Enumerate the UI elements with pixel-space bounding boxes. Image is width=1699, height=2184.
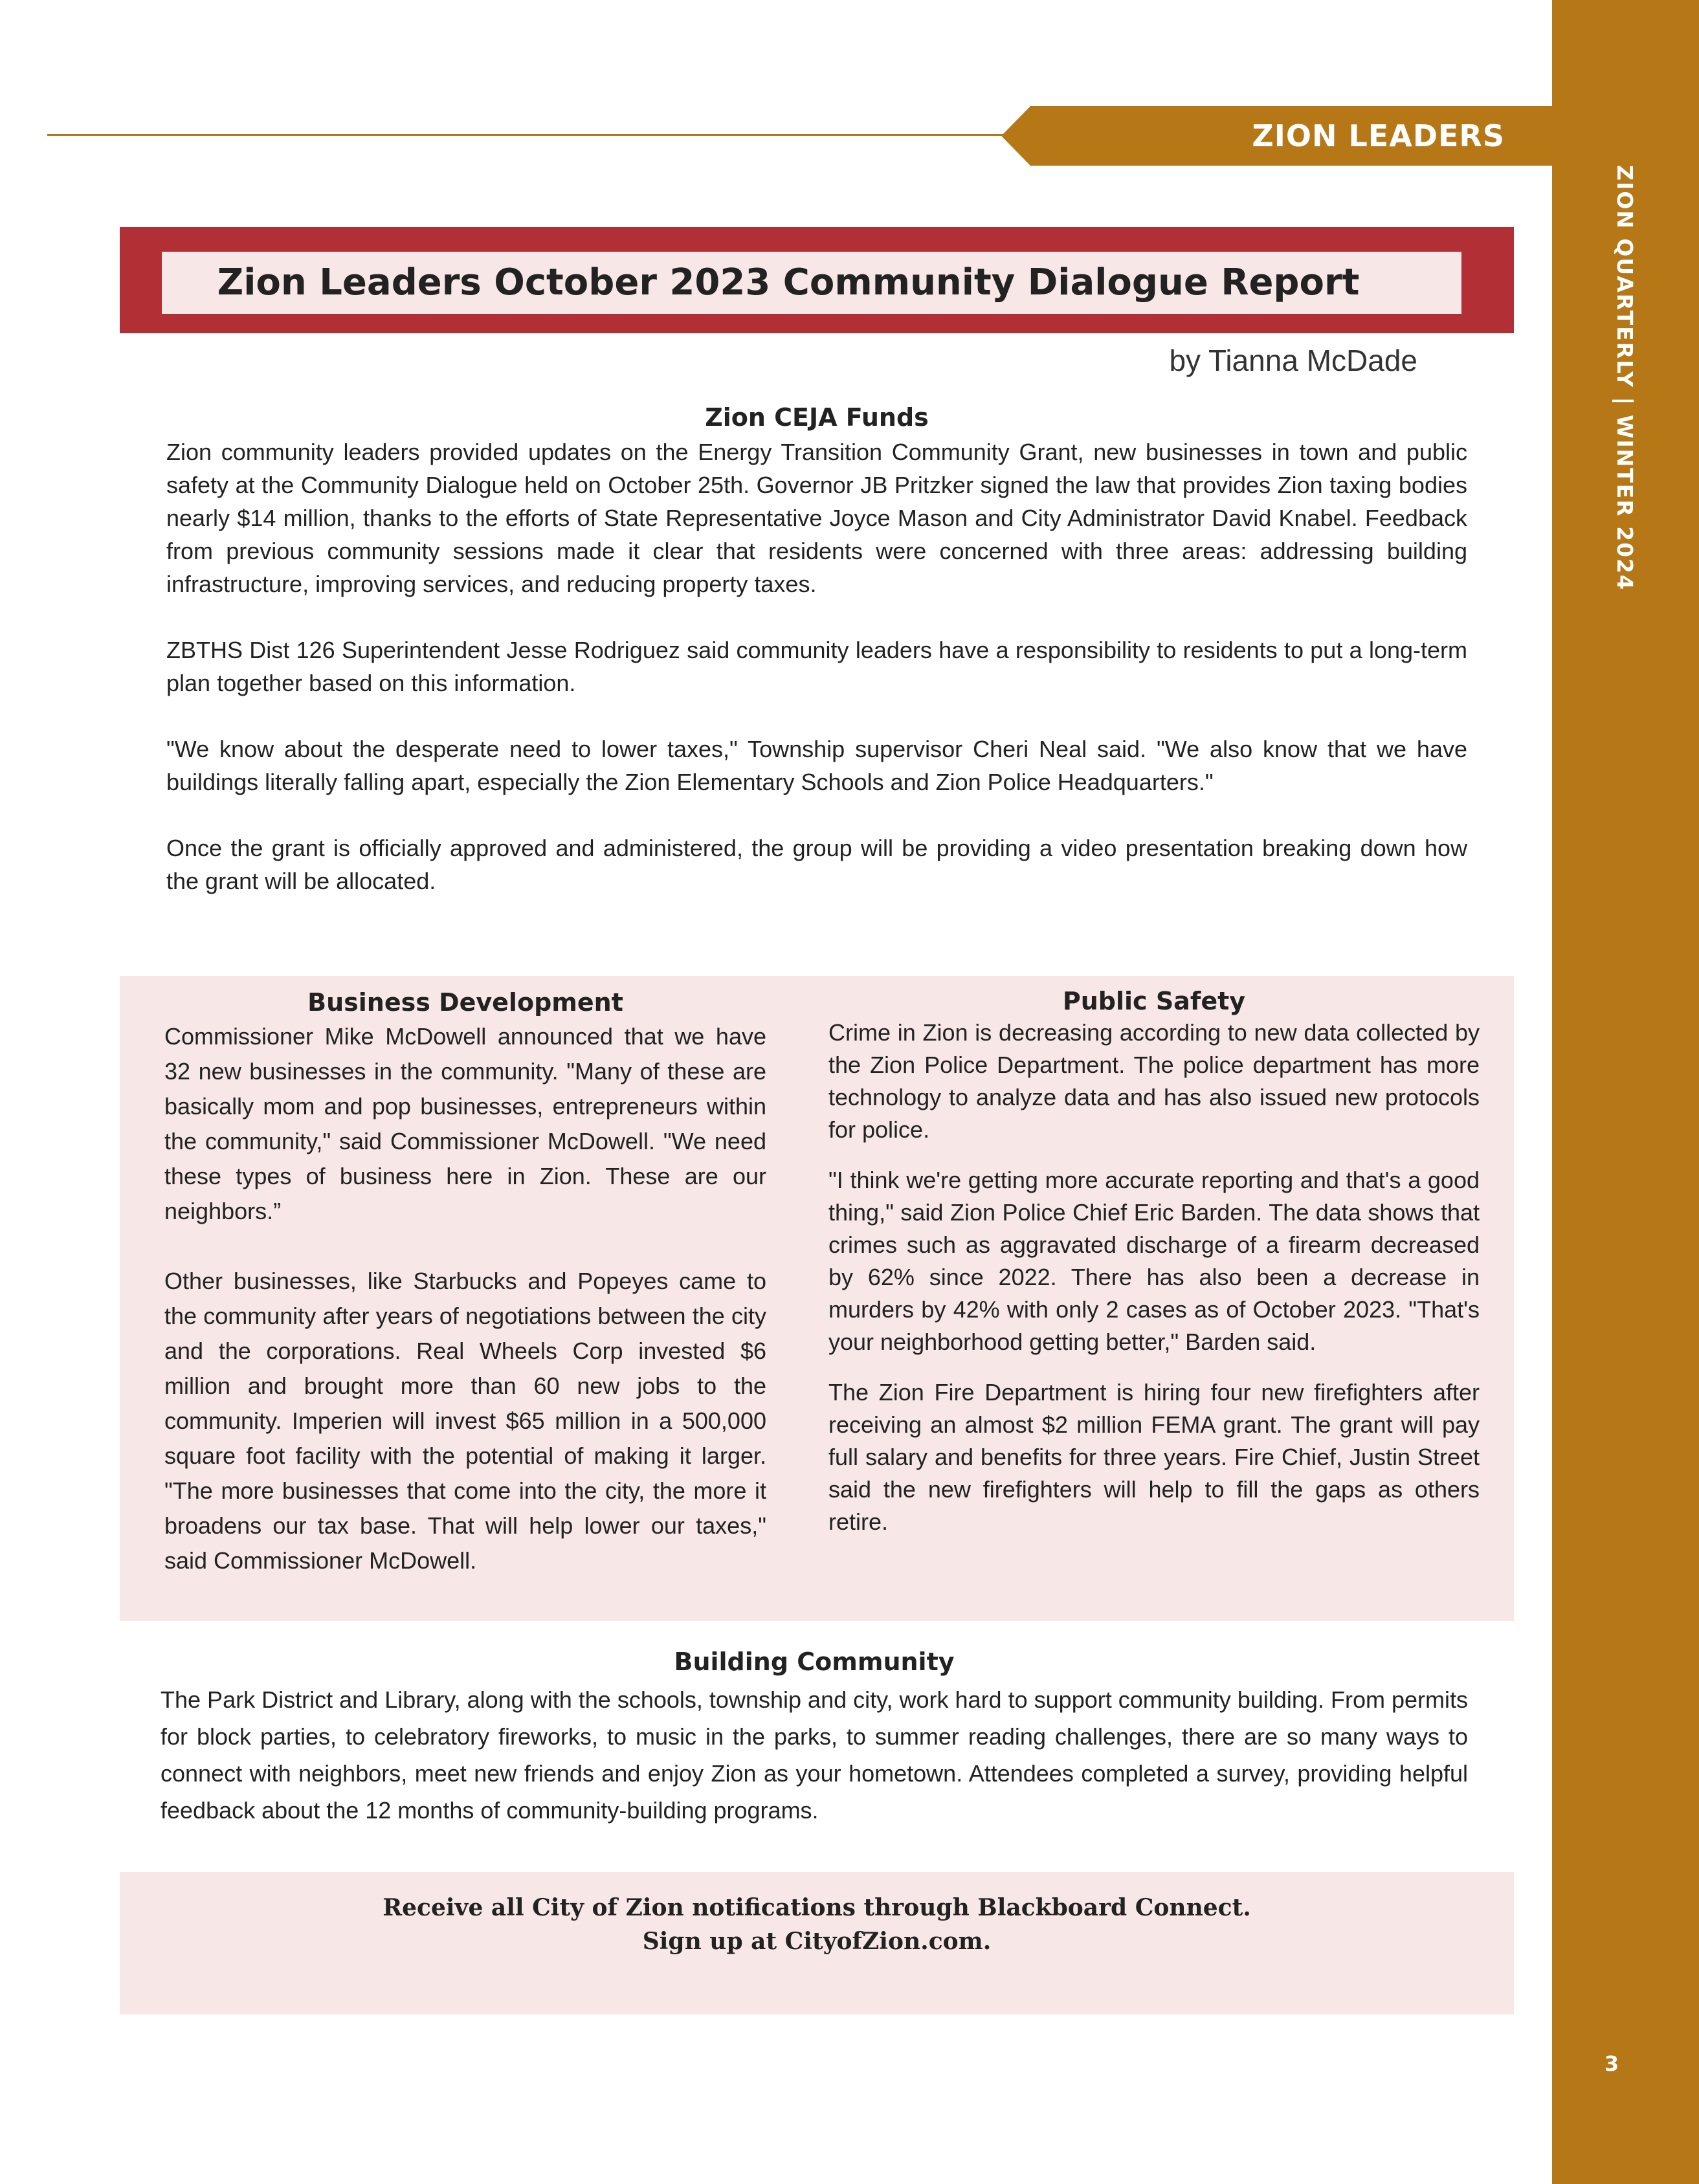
ceja-paragraph: "We know about the desperate need to lower taxes," Township supervisor Cheri Neal said. "We also know that we have buildings literally falling apart, especially the Zion Elementary Schools and Zion Police Headquarters." bbox=[166, 736, 1467, 795]
safety-section bbox=[828, 987, 1480, 1538]
safety-paragraph: The Zion Fire Department is hiring four new firefighters after receiving an almost $2 million FEMA grant. The grant will pay full salary and benefits for three years. Fire Chief, Justin Street said the new firefighters will help to fill the gaps as others retire. bbox=[828, 1379, 1480, 1535]
notice-line-1: Receive all City of Zion notifications through Blackboard Connect. bbox=[383, 1894, 1251, 1921]
business-paragraph: Other businesses, like Starbucks and Popeyes came to the community after years of negotiations between the city and the corporations. Real Wheels Corp invested $6 million and brought more than 60 new jobs to the community. Imperien will invest $65 million in a 500,000 square foot facility with the potential of making it larger. "The more businesses that come into the city, the more it broadens our tax base. That will help lower our taxes," said Commissioner McDowell. bbox=[164, 1268, 766, 1574]
community-heading: Building Community bbox=[674, 1648, 955, 1676]
safety-heading: Public Safety bbox=[1062, 987, 1246, 1015]
page-number: 3 bbox=[1604, 2051, 1619, 2076]
business-section bbox=[164, 988, 766, 1578]
ceja-paragraph: ZBTHS Dist 126 Superintendent Jesse Rodriguez said community leaders have a responsibility to residents to put a long-term plan together based on this information. bbox=[166, 637, 1467, 696]
business-heading: Business Development bbox=[307, 988, 623, 1017]
safety-paragraph: "I think we're getting more accurate reporting and that's a good thing," said Zion Police Chief Eric Barden. The data shows that crimes such as aggravated discharge of a firearm decreased by 62% since 2022. There has also been a decrease in murders by 42% with only 2 cases as of October 2023. "That's your neighborhood getting better," Barden said. bbox=[828, 1167, 1480, 1355]
community-section bbox=[161, 1648, 1468, 1829]
business-paragraph: Commissioner Mike McDowell announced that we have 32 new businesses in the community. "Many of these are basically mom and pop businesses, entrepreneurs within the community," said Commissioner McDowell. "We need these types of business here in Zion. These are our neighbors.” bbox=[164, 1023, 766, 1224]
community-paragraph: The Park District and Library, along with the schools, township and city, work hard to support community building. From permits for block parties, to celebratory fireworks, to music in the parks, to summer reading challenges, there are so many ways to connect with neighbors, meet new friends and enjoy Zion as your hometown. Attendees completed a survey, providing helpful feedback about the 12 months of community-building programs. bbox=[161, 1686, 1468, 1824]
byline: by Tianna McDade bbox=[1169, 344, 1417, 377]
header-rule bbox=[47, 134, 1005, 136]
publication-label: ZION QUARTERLY | WINTER 2024 bbox=[1612, 165, 1638, 591]
ceja-paragraph: Zion community leaders provided updates on the Energy Transition Community Grant, new businesses in town and public safety at the Community Dialogue held on October 25th. Governor JB Pritzker signed the law that provides Zion taxing bodies nearly $14 million, thanks to the efforts of State Representative Joyce Mason and City Administrator David Knabel. Feedback from previous community sessions made it clear that residents were concerned with three areas: addressing building infrastructure, improving services, and reducing property taxes. bbox=[166, 439, 1467, 597]
ceja-section bbox=[166, 403, 1467, 898]
ceja-paragraph: Once the grant is officially approved and administered, the group will be providing a video presentation breaking down how the grant will be allocated. bbox=[166, 835, 1467, 894]
safety-paragraph: Crime in Zion is decreasing according to new data collected by the Zion Police Department. The police department has more technology to analyze data and has also issued new protocols for police. bbox=[828, 1019, 1480, 1143]
ceja-heading: Zion CEJA Funds bbox=[705, 403, 929, 432]
article-title: Zion Leaders October 2023 Community Dialogue Report bbox=[217, 261, 1360, 303]
section-tab-label: ZION LEADERS bbox=[1252, 118, 1505, 153]
notice-line-2: Sign up at CityofZion.com. bbox=[642, 1928, 992, 1955]
notice-text bbox=[120, 1891, 1514, 1958]
